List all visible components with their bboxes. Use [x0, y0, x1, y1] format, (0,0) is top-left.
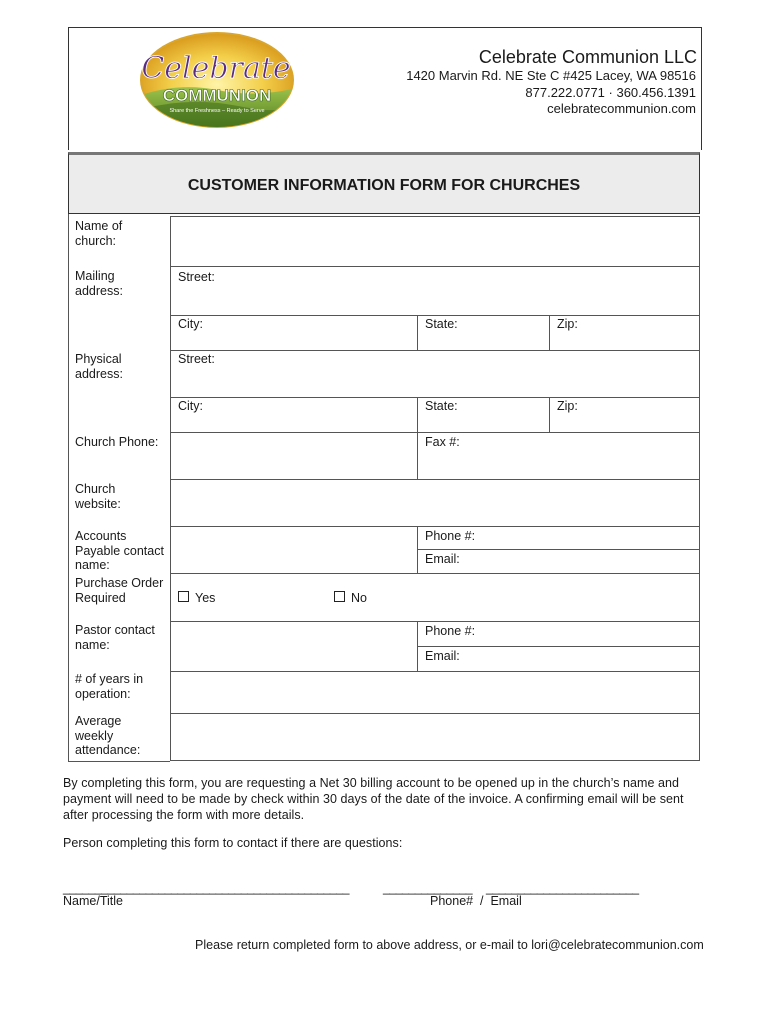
ap-email-input[interactable] — [417, 549, 700, 574]
logo-word-communion: COMMUNION — [162, 86, 272, 105]
mailing-street-label: Street: — [178, 270, 215, 284]
mailing-state-label: State: — [425, 317, 458, 331]
weekly-attendance-input[interactable] — [170, 713, 700, 761]
label-pastor-contact: Pastor contact name: — [75, 623, 155, 652]
pastor-contact-input[interactable] — [170, 621, 418, 672]
mailing-zip-label: Zip: — [557, 317, 578, 331]
po-yes-option[interactable] — [178, 591, 215, 605]
physical-state-label: State: — [425, 399, 458, 413]
label-church-website: Church website: — [75, 482, 121, 511]
mailing-state-input[interactable] — [417, 315, 550, 351]
po-yes-checkbox[interactable] — [178, 591, 189, 602]
ap-phone-label: Phone #: — [425, 529, 476, 543]
form-title: CUSTOMER INFORMATION FORM FOR CHURCHES — [187, 177, 581, 194]
return-instructions: Please return completed form to above address, or e-mail to lori@celebratecommunion.com — [195, 938, 704, 952]
label-mailing-address: Mailing address: — [75, 269, 123, 298]
company-address: 1420 Marvin Rd. NE Ste C #425 Lacey, WA 98516 — [406, 68, 696, 83]
signature-line-phone[interactable]: ______________ — [383, 881, 472, 895]
phone-email-label: Phone# / Email — [430, 894, 522, 908]
fax-input[interactable] — [417, 432, 700, 480]
po-no-label: No — [351, 591, 367, 605]
form-bottom-border — [68, 761, 170, 762]
po-no-option[interactable] — [334, 591, 367, 605]
pastor-email-input[interactable] — [417, 646, 700, 672]
label-church-phone: Church Phone: — [75, 435, 159, 449]
company-name: Celebrate Communion LLC — [478, 47, 697, 67]
fax-label: Fax #: — [425, 435, 460, 449]
label-po-required: Purchase Order Required — [75, 576, 164, 605]
po-no-checkbox[interactable] — [334, 591, 345, 602]
pastor-phone-label: Phone #: — [425, 624, 476, 638]
mailing-zip-input[interactable] — [549, 315, 700, 351]
po-required-box — [170, 573, 700, 622]
signature-line-email[interactable]: ________________________ — [486, 881, 639, 895]
label-church-name: Name of church: — [75, 219, 123, 248]
ap-contact-input[interactable] — [170, 526, 418, 574]
title-band — [68, 152, 700, 214]
physical-city-label: City: — [178, 399, 203, 413]
ap-phone-input[interactable] — [417, 526, 700, 550]
signature-line-name[interactable]: _____________________________________________ — [63, 881, 349, 895]
physical-street-input[interactable] — [170, 350, 700, 398]
physical-street-label: Street: — [178, 352, 215, 366]
billing-disclaimer: By completing this form, you are requesting a Net 30 billing account to be opened up in the church’s name and payment will need to be made by check within 30 days of the date of the invoice. A confirming email will be sent after processing the form with more details. — [63, 776, 684, 822]
name-title-label: Name/Title — [63, 894, 123, 908]
label-weekly-attendance: Average weekly attendance: — [75, 714, 141, 757]
church-website-input[interactable] — [170, 479, 700, 527]
form-left-border — [68, 214, 69, 761]
logo-word-celebrate: Celebrate — [141, 51, 291, 86]
contact-prompt: Person completing this form to contact if there are questions: — [63, 836, 403, 850]
mailing-city-label: City: — [178, 317, 203, 331]
logo-tagline: Share the Freshness – Ready to Serve — [169, 108, 265, 114]
label-physical-address: Physical address: — [75, 352, 123, 381]
pastor-phone-input[interactable] — [417, 621, 700, 647]
pastor-email-label: Email: — [425, 649, 460, 663]
label-ap-contact: Accounts Payable contact name: — [75, 529, 164, 572]
physical-zip-input[interactable] — [549, 397, 700, 433]
church-phone-input[interactable] — [170, 432, 418, 480]
physical-zip-label: Zip: — [557, 399, 578, 413]
label-years-operation: # of years in operation: — [75, 672, 144, 701]
mailing-street-input[interactable] — [170, 266, 700, 316]
church-name-input[interactable] — [170, 216, 700, 267]
mailing-city-input[interactable] — [170, 315, 418, 351]
physical-city-input[interactable] — [170, 397, 418, 433]
company-logo — [138, 30, 296, 130]
company-phones: 877.222.0771 · 360.456.1391 — [525, 85, 696, 100]
company-website: celebratecommunion.com — [547, 101, 696, 116]
ap-email-label: Email: — [425, 552, 460, 566]
years-operation-input[interactable] — [170, 671, 700, 714]
physical-state-input[interactable] — [417, 397, 550, 433]
po-yes-label: Yes — [195, 591, 216, 605]
